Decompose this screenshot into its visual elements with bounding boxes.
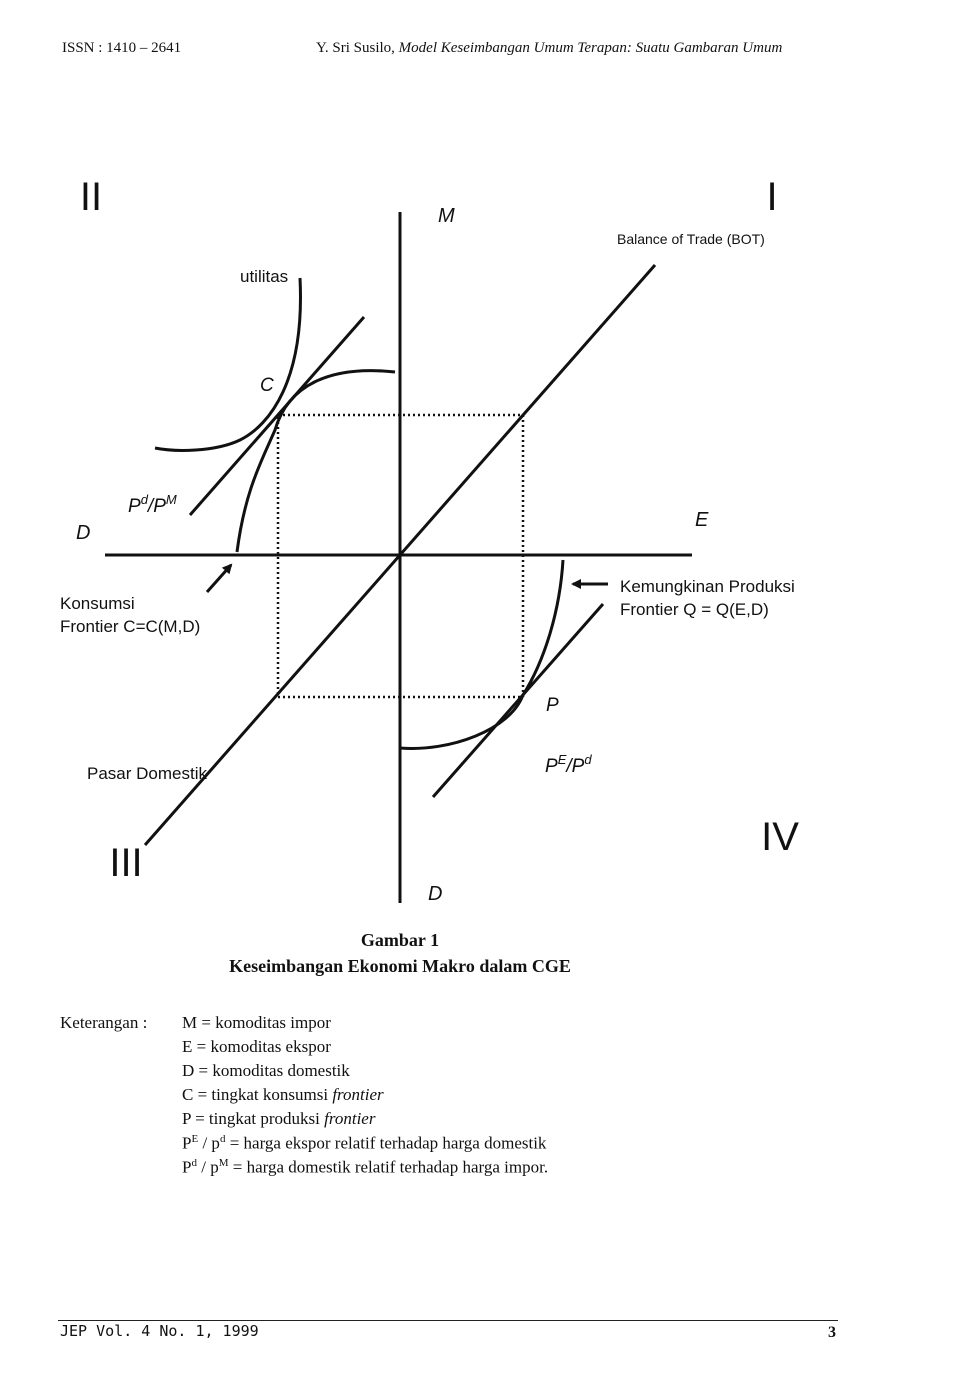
header-paper-title: Model Keseimbangan Umum Terapan: Suatu Gambaran Umum: [398, 40, 783, 56]
price-line-pd-pm: [190, 317, 364, 515]
legend-symbol: M: [182, 1013, 198, 1032]
bot-label: Balance of Trade (BOT): [617, 231, 765, 247]
legend-text: = komoditas ekspor: [196, 1037, 331, 1056]
axis-label-m: M: [438, 205, 455, 227]
quadrant-4-label: IV: [761, 815, 799, 859]
point-c-label: C: [260, 375, 274, 396]
utility-curve: [155, 278, 300, 450]
ratio-p: P: [182, 1133, 192, 1153]
produksi-label-2: Frontier Q = Q(E,D): [620, 600, 769, 619]
ratio-text: = harga domestik relatif terhadap harga impor.: [228, 1157, 549, 1177]
legend-ratio-pd-pm: [182, 1157, 548, 1178]
pasar-domestik-label: Pasar Domestik: [87, 764, 207, 783]
footer-page-number: 3: [828, 1324, 836, 1341]
legend-symbol: E: [182, 1037, 193, 1056]
price-pe-sup1: E: [557, 752, 567, 767]
legend-symbol: D: [182, 1061, 195, 1080]
legend-symbol: P: [182, 1109, 191, 1128]
figure-caption-subtitle: Keseimbangan Ekonomi Makro dalam CGE: [229, 956, 571, 976]
price-pd-sup2: M: [165, 492, 177, 507]
legend-item-p: [182, 1109, 375, 1129]
legend-item-c: [182, 1085, 384, 1105]
legend-text: = komoditas domestik: [198, 1061, 350, 1080]
header-issn: ISSN : 1410 – 2641: [62, 40, 182, 56]
price-pe-sep: /P: [566, 756, 585, 777]
ratio-p: P: [182, 1157, 192, 1177]
ratio-sup1: d: [191, 1157, 197, 1169]
header-author-name: Y. Sri Susilo,: [316, 40, 395, 56]
price-label-pe-pd: [545, 752, 592, 777]
point-p-label: P: [546, 695, 559, 716]
axis-label-d-bottom: D: [428, 883, 443, 905]
legend-label: Keterangan :: [60, 1013, 148, 1032]
price-pd-sep: /P: [147, 496, 166, 517]
legend-item-e: [182, 1037, 331, 1057]
ratio-sup1: E: [191, 1133, 199, 1145]
legend-symbol: C: [182, 1085, 194, 1104]
production-frontier-curve: [400, 560, 563, 748]
quadrant-3-label: III: [109, 841, 143, 885]
konsumsi-label-2: Frontier C=C(M,D): [60, 617, 201, 636]
legend-text: = tingkat konsumsi: [197, 1085, 333, 1104]
figure-caption-title: Gambar 1: [360, 930, 440, 950]
quadrant-1-label: I: [766, 175, 778, 219]
ratio-mid: / p: [196, 1157, 219, 1177]
price-pe-p: P: [545, 756, 558, 777]
legend-item-d: [182, 1061, 350, 1081]
legend-text: = komoditas impor: [201, 1013, 331, 1032]
axis-label-e: E: [695, 509, 709, 531]
ratio-mid: / p: [198, 1133, 220, 1153]
axis-label-d-left: D: [76, 522, 91, 544]
legend-ratio-pe-pd: [182, 1133, 546, 1154]
ratio-sup2: d: [219, 1133, 226, 1145]
price-pe-sup2: d: [584, 752, 592, 767]
legend-item-m: [182, 1013, 331, 1033]
konsumsi-label-1: Konsumsi: [60, 594, 135, 613]
produksi-label-1: Kemungkinan Produksi: [620, 577, 795, 596]
consumption-frontier-curve: [237, 371, 395, 552]
utilitas-label: utilitas: [240, 267, 289, 286]
footer-journal: JEP Vol. 4 No. 1, 1999: [60, 1322, 259, 1340]
price-pd-p: P: [128, 496, 141, 517]
legend-italic: frontier: [324, 1109, 376, 1128]
legend-italic: frontier: [332, 1085, 384, 1104]
ratio-text: = harga ekspor relatif terhadap harga domestik: [225, 1133, 547, 1153]
ratio-sup2: M: [218, 1157, 229, 1169]
konsumsi-arrow: [207, 565, 231, 592]
price-label-pd-pm: [128, 492, 177, 517]
price-pd-sup1: d: [140, 492, 148, 507]
legend-text: = tingkat produksi: [195, 1109, 325, 1128]
quadrant-2-label: II: [79, 175, 103, 219]
footer-rule: [58, 1320, 838, 1321]
